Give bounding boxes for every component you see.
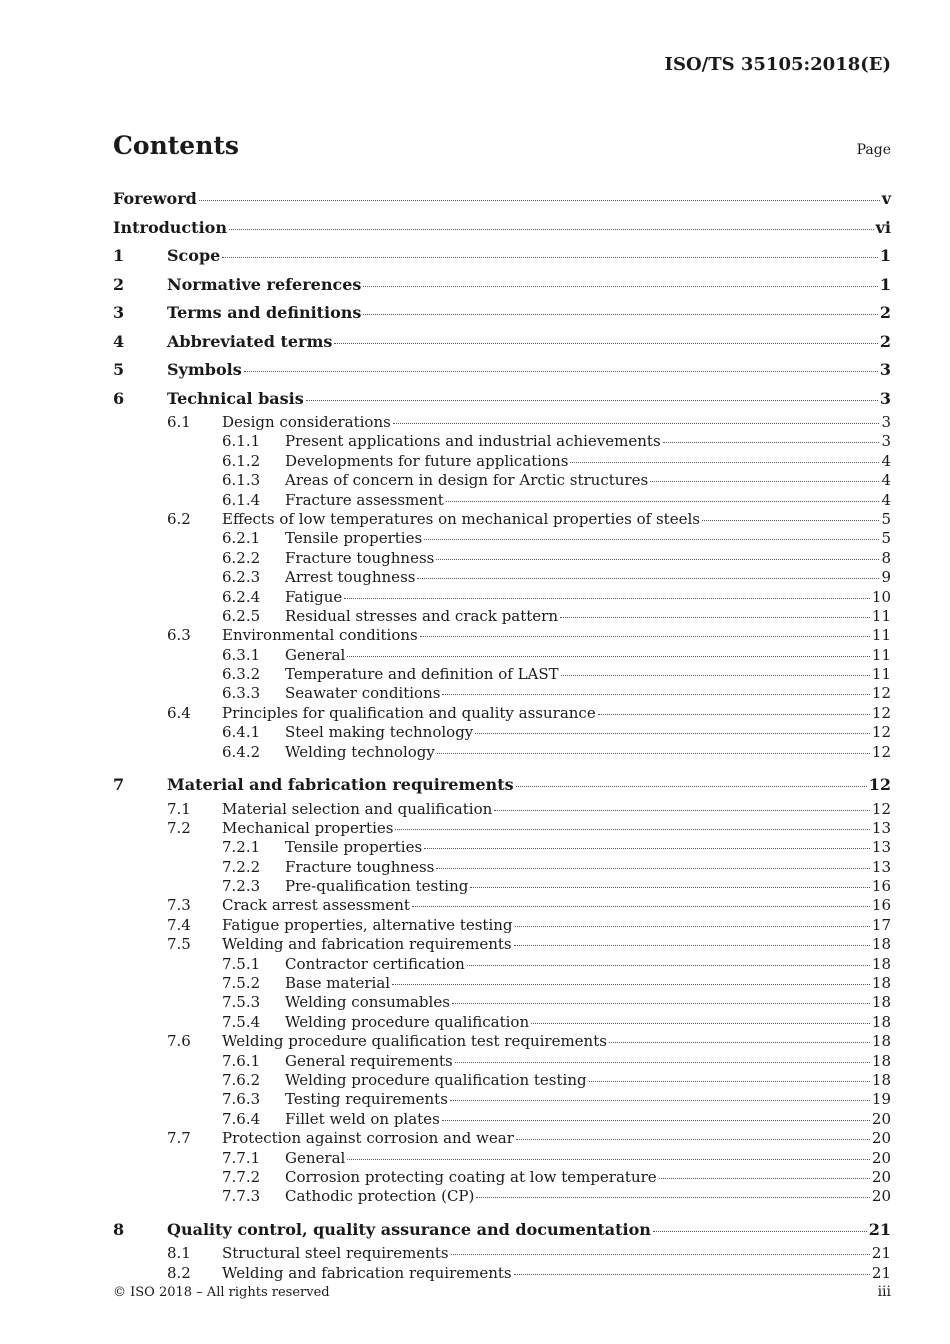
toc-entry-title: Fatigue	[285, 587, 343, 606]
toc-entry-page: 21	[871, 1244, 891, 1263]
toc-entry-number: 7.6	[167, 1032, 191, 1051]
toc-entry[interactable]	[113, 529, 891, 548]
toc-entry-page: 18	[871, 1012, 891, 1031]
copyright-notice: © ISO 2018 – All rights reserved	[113, 1285, 330, 1300]
toc-entry[interactable]	[113, 993, 891, 1012]
toc-entry[interactable]	[113, 771, 891, 800]
toc-entry-title: Welding consumables	[285, 993, 450, 1012]
toc-entry[interactable]	[113, 413, 891, 432]
toc-entry-number: 7.6.1	[222, 1051, 261, 1070]
dot-leader	[442, 694, 869, 695]
toc-entry-number: 7.6.3	[222, 1090, 261, 1109]
toc-entry-title: Tensile properties	[285, 838, 423, 857]
toc-entry-title: Mechanical properties	[222, 818, 394, 837]
toc-entry[interactable]	[113, 1264, 891, 1283]
toc-entry-title: Technical basis	[167, 388, 304, 408]
toc-entry-page: 18	[871, 935, 891, 954]
toc-entry-title: General	[285, 1148, 346, 1167]
toc-entry-number: 4	[113, 331, 125, 351]
dot-leader	[560, 617, 870, 618]
toc-entry-number: 7.5.4	[222, 1012, 261, 1031]
toc-entry-title: Seawater conditions	[285, 684, 441, 703]
toc-entry-number: 6.3.3	[222, 684, 261, 703]
toc-entry-title: Base material	[285, 974, 391, 993]
toc-entry-page: 18	[871, 1032, 891, 1051]
toc-entry-title: Scope	[167, 246, 221, 265]
toc-entry[interactable]	[113, 328, 891, 357]
toc-entry-title: Fracture toughness	[285, 548, 435, 567]
toc-entry-title: Terms and definitions	[167, 303, 362, 322]
toc-entry[interactable]	[113, 838, 891, 857]
toc-entry-number: 6.2.4	[222, 587, 261, 606]
toc-entry-number: 2	[113, 274, 125, 294]
toc-entry-title: Foreword	[113, 189, 197, 208]
dot-leader	[515, 926, 870, 927]
toc-entry-page: 12	[871, 684, 891, 703]
dot-leader	[467, 965, 870, 966]
toc-entry-number: 6.2.5	[222, 606, 261, 625]
dot-leader	[424, 539, 879, 540]
toc-entry[interactable]	[113, 858, 891, 877]
dot-leader	[514, 945, 870, 946]
toc-entry[interactable]	[113, 723, 891, 742]
dot-leader	[393, 423, 880, 424]
toc-entry-number: 7.3	[167, 896, 191, 915]
dot-leader	[475, 733, 870, 734]
dot-leader	[450, 1100, 870, 1101]
toc-entry[interactable]	[113, 452, 891, 471]
toc-entry[interactable]	[113, 607, 891, 626]
toc-entry[interactable]	[113, 1110, 891, 1129]
toc-entry-page: 2	[879, 303, 891, 322]
toc-entry[interactable]	[113, 185, 891, 214]
toc-entry[interactable]	[113, 471, 891, 490]
dot-leader	[455, 1062, 870, 1063]
toc-entry-number: 7.5	[167, 935, 191, 954]
toc-entry-number: 7.7.3	[222, 1187, 261, 1206]
toc-entry-title: Present applications and industrial achievements	[285, 432, 661, 451]
toc-entry-title: Developments for future applications	[285, 451, 569, 470]
toc-entry-page: 12	[871, 742, 891, 761]
dot-leader	[347, 656, 870, 657]
toc-entry-title: Abbreviated terms	[167, 331, 333, 351]
toc-entry-number: 7	[113, 775, 125, 795]
toc-entry-page: v	[881, 189, 891, 208]
toc-entry-number: 8	[113, 1219, 125, 1239]
dot-leader	[452, 1003, 870, 1004]
toc-entry-title: Welding technology	[285, 742, 435, 761]
toc-entry-page: 21	[871, 1263, 891, 1282]
table-of-contents	[113, 185, 891, 1283]
toc-entry-number: 7.2.3	[222, 877, 261, 896]
toc-entry[interactable]	[113, 665, 891, 684]
toc-entry[interactable]	[113, 1244, 891, 1263]
toc-entry-page: 18	[871, 954, 891, 973]
toc-entry-title: Welding procedure qualification	[285, 1012, 530, 1031]
toc-entry-number: 7.7.2	[222, 1167, 261, 1186]
toc-entry-title: Protection against corrosion and wear	[222, 1129, 514, 1148]
toc-entry-number: 7.2.1	[222, 838, 261, 857]
toc-entry-number: 1	[113, 246, 125, 265]
toc-entry-title: Material and fabrication requirements	[167, 775, 514, 795]
toc-entry[interactable]	[113, 588, 891, 607]
dot-leader	[516, 786, 867, 787]
dot-leader	[437, 753, 870, 754]
toc-entry-title: Contractor certification	[285, 954, 465, 973]
toc-entry-number: 6.3.1	[222, 645, 261, 664]
toc-entry-page: 20	[871, 1167, 891, 1186]
toc-entry-title: Effects of low temperatures on mechanical properties of steels	[222, 509, 700, 528]
dot-leader	[412, 906, 870, 907]
toc-entry[interactable]	[113, 1052, 891, 1071]
toc-entry-page: 3	[879, 388, 891, 408]
toc-entry-number: 7.5.3	[222, 993, 261, 1012]
dot-leader	[659, 1178, 870, 1179]
toc-entry-title: Symbols	[167, 360, 242, 379]
toc-entry[interactable]	[113, 356, 891, 385]
dot-leader	[334, 343, 877, 344]
toc-entry-title: Fillet weld on plates	[285, 1109, 440, 1128]
toc-entry[interactable]	[113, 684, 891, 703]
toc-entry-page: 20	[871, 1148, 891, 1167]
toc-entry-title: Quality control, quality assurance and documentation	[167, 1219, 651, 1239]
toc-entry[interactable]	[113, 568, 891, 587]
toc-entry-page: 13	[871, 838, 891, 857]
toc-entry-page: 20	[871, 1187, 891, 1206]
toc-entry-title: Introduction	[113, 217, 227, 237]
dot-leader	[436, 868, 870, 869]
toc-entry-page: 16	[871, 877, 891, 896]
dot-leader	[609, 1042, 870, 1043]
toc-entry-page: 21	[868, 1219, 891, 1239]
toc-entry-page: 20	[871, 1109, 891, 1128]
dot-leader	[420, 636, 870, 637]
toc-entry-page: 11	[871, 606, 891, 625]
toc-entry-title: Structural steel requirements	[222, 1244, 449, 1263]
toc-entry-page: 3	[879, 360, 891, 379]
toc-entry-number: 7.6.2	[222, 1071, 261, 1089]
toc-entry-page: 18	[871, 1071, 891, 1089]
toc-entry-page: 11	[871, 626, 891, 645]
toc-entry-number: 7.2.2	[222, 857, 261, 876]
dot-leader	[451, 1254, 870, 1255]
toc-entry-number: 6.1	[167, 413, 191, 431]
toc-entry[interactable]	[113, 432, 891, 451]
toc-entry-number: 6.4	[167, 703, 191, 722]
toc-entry-title: Welding and fabrication requirements	[222, 935, 512, 954]
toc-entry[interactable]	[113, 743, 891, 762]
dot-leader	[598, 714, 870, 715]
toc-entry-number: 7.1	[167, 799, 191, 818]
toc-entry-page: 12	[871, 723, 891, 742]
toc-entry-title: Fracture assessment	[285, 490, 444, 509]
dot-leader	[424, 848, 870, 849]
toc-entry-page: 8	[881, 548, 891, 567]
dot-leader	[531, 1023, 870, 1024]
dot-leader	[650, 481, 879, 482]
toc-entry[interactable]	[113, 1071, 891, 1090]
toc-entry[interactable]	[113, 955, 891, 974]
toc-entry-title: Arrest toughness	[285, 568, 416, 587]
dot-leader	[514, 1274, 870, 1275]
toc-entry-page: 10	[871, 587, 891, 606]
toc-entry-title: Crack arrest assessment	[222, 896, 410, 915]
toc-entry[interactable]	[113, 646, 891, 665]
toc-entry-number: 6.1.2	[222, 451, 261, 470]
dot-leader	[653, 1231, 867, 1232]
toc-entry-number: 6.1.3	[222, 471, 261, 490]
dot-leader	[442, 1120, 870, 1121]
toc-entry[interactable]	[113, 974, 891, 993]
toc-entry-number: 6.3	[167, 626, 191, 645]
page-column-label: Page	[856, 142, 891, 158]
toc-entry-page: 13	[871, 818, 891, 837]
toc-entry-number: 7.4	[167, 915, 191, 934]
dot-leader	[344, 598, 870, 599]
toc-entry-number: 6.2.1	[222, 529, 261, 548]
toc-entry[interactable]	[113, 271, 891, 300]
dot-leader	[229, 229, 874, 230]
toc-entry[interactable]	[113, 704, 891, 723]
toc-entry[interactable]	[113, 1149, 891, 1168]
toc-entry-title: General	[285, 645, 346, 664]
toc-entry-page: 18	[871, 993, 891, 1012]
toc-entry-title: Fracture toughness	[285, 857, 435, 876]
dot-leader	[663, 442, 880, 443]
toc-entry-page: 5	[881, 509, 891, 528]
toc-entry[interactable]	[113, 626, 891, 645]
toc-entry-title: Steel making technology	[285, 723, 474, 742]
toc-entry-page: 4	[881, 471, 891, 490]
toc-entry-page: 12	[868, 775, 891, 795]
toc-entry-page: vi	[875, 217, 891, 237]
toc-entry-title: Welding procedure qualification testing	[285, 1071, 587, 1089]
toc-entry[interactable]	[113, 299, 891, 328]
toc-entry[interactable]	[113, 800, 891, 819]
toc-entry[interactable]	[113, 214, 891, 243]
toc-entry-number: 3	[113, 303, 125, 322]
toc-entry-number: 7.2	[167, 818, 191, 837]
dot-leader	[392, 984, 870, 985]
toc-entry-number: 6.1.4	[222, 490, 261, 509]
toc-entry-page: 18	[871, 974, 891, 993]
dot-leader	[363, 286, 877, 287]
dot-leader	[516, 1139, 870, 1140]
toc-entry[interactable]	[113, 549, 891, 568]
toc-entry[interactable]	[113, 242, 891, 271]
toc-entry-title: Areas of concern in design for Arctic structures	[285, 471, 649, 490]
toc-entry-number: 6.2	[167, 509, 191, 528]
page-number: iii	[877, 1284, 891, 1300]
toc-entry[interactable]	[113, 1013, 891, 1032]
dot-leader	[244, 371, 878, 372]
toc-entry-title: Cathodic protection (CP)	[285, 1187, 475, 1206]
toc-entry-page: 12	[871, 799, 891, 818]
dot-leader	[476, 1197, 870, 1198]
toc-entry-page: 20	[871, 1129, 891, 1148]
toc-entry[interactable]	[113, 1032, 891, 1051]
toc-entry-number: 8.2	[167, 1263, 191, 1282]
dot-leader	[494, 810, 870, 811]
toc-entry-page: 1	[879, 246, 891, 265]
toc-entry-page: 11	[871, 665, 891, 684]
toc-entry[interactable]	[113, 510, 891, 529]
dot-leader	[446, 501, 880, 502]
toc-entry-page: 2	[879, 331, 891, 351]
dot-leader	[589, 1081, 870, 1082]
toc-entry-number: 8.1	[167, 1244, 191, 1263]
toc-entry-page: 18	[871, 1051, 891, 1070]
toc-entry-number: 6.3.2	[222, 665, 261, 684]
toc-entry-number: 6.2.3	[222, 568, 261, 587]
dot-leader	[363, 314, 877, 315]
toc-entry-number: 7.7	[167, 1129, 191, 1148]
toc-entry-title: Pre-qualification testing	[285, 877, 469, 896]
toc-entry-page: 3	[881, 413, 891, 431]
toc-entry-page: 4	[881, 451, 891, 470]
toc-entry-number: 6.4.2	[222, 742, 261, 761]
toc-entry-page: 16	[871, 896, 891, 915]
toc-entry-title: Temperature and definition of LAST	[285, 665, 559, 684]
toc-entry-title: Design considerations	[222, 413, 391, 431]
dot-leader	[395, 829, 869, 830]
toc-entry[interactable]	[113, 1129, 891, 1148]
toc-entry-number: 7.5.1	[222, 954, 261, 973]
toc-entry[interactable]	[113, 1168, 891, 1187]
toc-entry-title: Residual stresses and crack pattern	[285, 606, 559, 625]
toc-entry-title: Corrosion protecting coating at low temperature	[285, 1167, 657, 1186]
toc-entry-number: 6	[113, 388, 125, 408]
dot-leader	[702, 520, 879, 521]
toc-entry[interactable]	[113, 1090, 891, 1109]
toc-entry[interactable]	[113, 877, 891, 896]
toc-entry-number: 7.5.2	[222, 974, 261, 993]
toc-entry-page: 13	[871, 857, 891, 876]
toc-entry-page: 5	[881, 529, 891, 548]
toc-entry-page: 3	[881, 432, 891, 451]
toc-entry-number: 7.7.1	[222, 1148, 261, 1167]
dot-leader	[570, 462, 879, 463]
toc-entry-number: 7.6.4	[222, 1109, 261, 1128]
dot-leader	[222, 257, 878, 258]
toc-entry-page: 1	[879, 274, 891, 294]
toc-entry-title: Welding and fabrication requirements	[222, 1263, 512, 1282]
toc-entry-title: Fatigue properties, alternative testing	[222, 915, 513, 934]
contents-heading: Contents	[113, 131, 240, 160]
document-id: ISO/TS 35105:2018(E)	[664, 54, 891, 75]
toc-entry-title: Tensile properties	[285, 529, 423, 548]
toc-entry[interactable]	[113, 916, 891, 935]
toc-entry-title: Welding procedure qualification test requirements	[222, 1032, 607, 1051]
toc-entry-page: 9	[881, 568, 891, 587]
toc-entry[interactable]	[113, 1216, 891, 1245]
toc-entry-number: 6.1.1	[222, 432, 261, 451]
toc-entry-page: 4	[881, 490, 891, 509]
toc-entry-title: Normative references	[167, 274, 362, 294]
toc-entry-title: Principles for qualification and quality assurance	[222, 703, 596, 722]
toc-entry-number: 6.4.1	[222, 723, 261, 742]
toc-entry-page: 19	[871, 1090, 891, 1109]
dot-leader	[561, 675, 870, 676]
toc-entry[interactable]	[113, 819, 891, 838]
dot-leader	[417, 578, 879, 579]
toc-entry[interactable]	[113, 896, 891, 915]
dot-leader	[199, 200, 880, 201]
toc-entry[interactable]	[113, 491, 891, 510]
toc-entry[interactable]	[113, 935, 891, 954]
toc-entry[interactable]	[113, 1187, 891, 1206]
toc-entry-page: 12	[871, 703, 891, 722]
toc-entry-title: Environmental conditions	[222, 626, 418, 645]
toc-entry[interactable]	[113, 385, 891, 414]
toc-entry-page: 11	[871, 645, 891, 664]
toc-entry-page: 17	[871, 915, 891, 934]
toc-entry-number: 5	[113, 360, 125, 379]
dot-leader	[470, 887, 870, 888]
dot-leader	[306, 400, 878, 401]
toc-entry-title: General requirements	[285, 1051, 453, 1070]
dot-leader	[347, 1159, 870, 1160]
toc-entry-number: 6.2.2	[222, 548, 261, 567]
dot-leader	[436, 559, 879, 560]
toc-entry-title: Testing requirements	[285, 1090, 448, 1109]
toc-entry-title: Material selection and qualification	[222, 799, 493, 818]
